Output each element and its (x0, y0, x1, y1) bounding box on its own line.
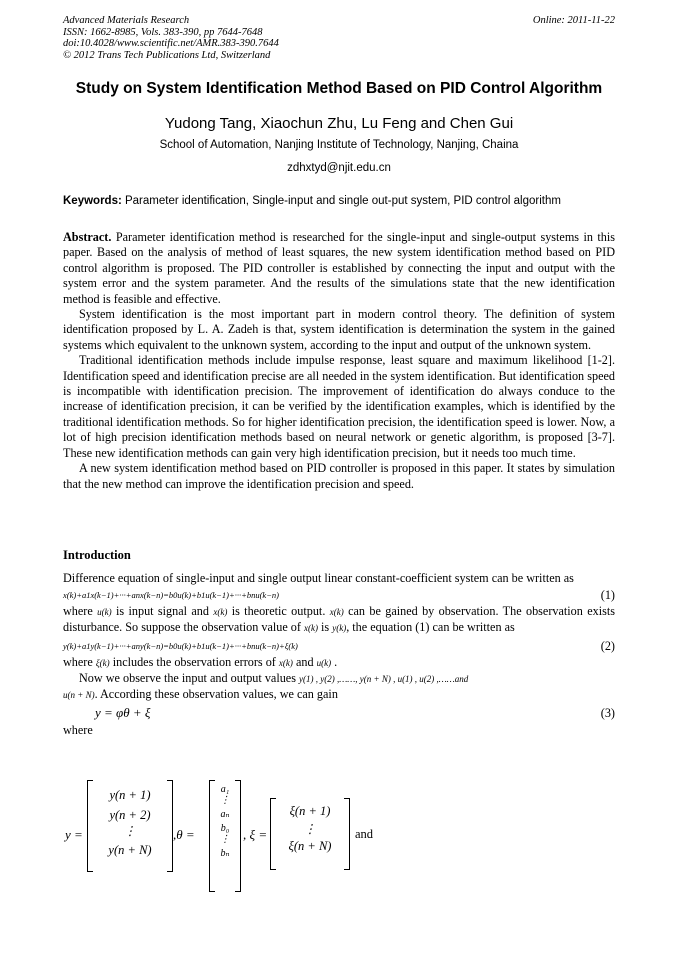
abstract-label: Abstract. (63, 230, 112, 244)
copyright-line: © 2012 Trans Tech Publications Ltd, Switzerland (63, 49, 271, 61)
author-email[interactable]: zdhxtyd@njit.edu.cn (287, 162, 391, 174)
y-label: y = (65, 827, 83, 842)
keywords-label: Keywords: (63, 195, 122, 207)
equation-1-expr: x(k)+a1x(k−1)+···+anx(k−n)=b0u(k)+b1u(k−1)+···+bnu(k−n) (63, 590, 280, 601)
where-text: where (63, 723, 93, 738)
equation-1-number: (1) (600, 588, 615, 603)
online-date: Online: 2011-11-22 (532, 15, 615, 26)
issn-line: ISSN: 1662-8985, Vols. 383-390, pp 7644-7648 (63, 26, 263, 38)
equation-2-expr: y(k)+a1y(k−1)+···+any(k−n)=b0u(k)+b1u(k−1)+···+bnu(k−n)+ξ(k) (63, 640, 298, 651)
text-run: is theoretic output. (227, 604, 330, 619)
abstract-text: Parameter identification method is researched for the single-input and single-output systems in this paper. Based on the analysis of method of least squares, the new system identification method based on PID control algorithm is proposed. The PID controller is established by connecting the input and output with the system error and the system parameter. And the results of the simulations state that the new identification method is feasible and effective. (63, 230, 615, 306)
text-run: where (63, 604, 98, 619)
math-xk: x(k) (213, 607, 228, 618)
journal-name: Advanced Materials Research (63, 15, 190, 26)
text-run: Now we observe the input and output values (79, 670, 300, 685)
y-vector-entry: y(n + 1) (109, 788, 151, 802)
matrix-definitions (63, 780, 374, 895)
intro-paragraph-2 (63, 604, 615, 636)
text-run: is (317, 620, 333, 635)
theta-vector-entry: a₁ (220, 784, 230, 795)
body-paragraph-1: System identification is the most important part in modern control theory. The definition of system identification proposed by L. A. Zadeh is that, system identification is determination the system in the gained systems which equivalent to the unknown system, according to the input and output of the unknown system. (63, 307, 615, 352)
y-vector (87, 780, 173, 872)
theta-vector-entry: ⋮ (220, 834, 230, 845)
math-xk: x(k) (278, 657, 293, 668)
paper-authors: Yudong Tang, Xiaochun Zhu, Lu Feng and Chen Gui (164, 115, 514, 132)
equation-2-number: (2) (600, 638, 615, 653)
math-xi: ξ(k) (95, 657, 110, 668)
y-vector-entry: ⋮ (123, 824, 137, 838)
journal-header (63, 15, 615, 61)
text-run: . (331, 654, 338, 669)
abstract-paragraph (63, 230, 615, 307)
intro-paragraph-1: Difference equation of single-input and single output linear constant-coefficient system can be written as (63, 571, 574, 585)
text-run: can be gained by observation. The observation exists disturbance. So suppose the observation value of (63, 604, 615, 635)
xi-vector-entry: ξ(n + 1) (289, 804, 331, 818)
text-run: . According these observation values, we can gain (94, 687, 338, 702)
text-run: , the equation (1) can be written as (346, 620, 515, 635)
body-paragraph-2: Traditional identification methods include impulse response, least square and maximum likelihood [1-2]. Identification speed and identification precise are all needed in the system identification. But identification speed is incompatible with identification precision. The improvement of identification do always conduce to the increase of identification precision, it can be verified by the identification examples, which is identified by the traditional identification methods. So for higher identification precision, the identification speed is lower. Now, a lot of high precision identification methods based on neural network or genetic algorithm, is proposed [3-7]. These new identification methods can gain very high identification precision, but it needs too much time. (63, 353, 615, 460)
author-affiliation: School of Automation, Nanjing Institute of Technology, Nanjing, Chaina (159, 139, 519, 151)
math-observations: y(1) , y(2) ,……, y(n + N) , u(1) , u(2) ,……and (299, 673, 469, 684)
theta-vector (209, 780, 241, 892)
keywords-text: Parameter identification, Single-input and single out-put system, PID control algorithm (121, 195, 561, 207)
equation-1 (63, 586, 615, 604)
xi-vector-entry: ⋮ (303, 822, 317, 836)
text-run: where (63, 654, 96, 669)
y-vector-entry: y(n + N) (108, 843, 152, 857)
xi-vector-entry: ξ(n + N) (288, 839, 332, 853)
math-xk: x(k) (304, 623, 318, 634)
doi-line: doi:10.4028/www.scientific.net/AMR.383-390.7644 (63, 38, 279, 49)
math-uk: u(k) (316, 657, 332, 668)
equation-3-number: (3) (600, 706, 615, 721)
theta-label: ,θ = (173, 827, 195, 842)
theta-vector-entry: bₙ (220, 848, 230, 859)
abstract-section (63, 230, 615, 492)
xi-vector (270, 798, 350, 870)
math-uk: u(k) (97, 607, 112, 618)
theta-vector-entry: ⋮ (220, 795, 230, 806)
equation-2 (63, 637, 615, 655)
paper-title: Study on System Identification Method Based on PID Control Algorithm (75, 80, 603, 97)
math-yk: y(k) (332, 623, 347, 634)
intro-paragraph-4 (63, 671, 615, 703)
math-last-observation: u(n + N) (63, 690, 95, 701)
body-paragraph-3: A new system identification method based on PID controller is proposed in this paper. It states by simulation that the new method can improve the identification precision and speed. (63, 461, 615, 491)
text-run: and (292, 654, 317, 669)
text-run: includes the observation errors of (109, 654, 279, 669)
intro-paragraph-3 (63, 655, 615, 671)
xi-label: , ξ = (243, 827, 268, 842)
and-text: and (355, 827, 374, 841)
y-vector-entry: y(n + 2) (109, 808, 151, 822)
equation-3-expr: y = φθ + ξ (95, 705, 151, 721)
text-run: is input signal and (111, 604, 214, 619)
introduction-section (63, 571, 615, 738)
math-xk: x(k) (329, 607, 344, 618)
equation-3 (63, 703, 615, 723)
introduction-heading: Introduction (63, 548, 131, 562)
theta-vector-entry: b₀ (220, 823, 230, 834)
keywords (63, 195, 623, 207)
theta-vector-entry: aₙ (220, 809, 230, 820)
